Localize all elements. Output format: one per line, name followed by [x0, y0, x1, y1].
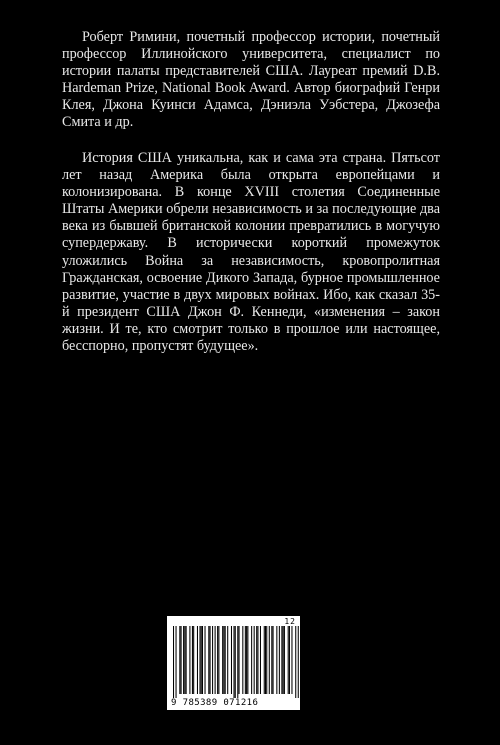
barcode-bar	[237, 626, 238, 698]
barcode-isbn-digits: 9 785389 071216	[171, 698, 259, 708]
barcode-bar	[193, 626, 194, 694]
barcode-bar	[276, 626, 277, 694]
barcode-bar	[231, 626, 232, 694]
barcode-bar	[251, 626, 252, 694]
barcode-bar	[266, 626, 267, 694]
barcode-bar	[183, 626, 184, 694]
barcode-bar	[288, 626, 289, 694]
barcode-bar	[189, 626, 190, 694]
barcode-bar	[242, 626, 243, 694]
barcode-bar	[212, 626, 213, 694]
barcode-bar	[265, 626, 266, 694]
barcode-bar	[197, 626, 198, 694]
barcode-bar	[176, 626, 177, 698]
barcode-addon-digits: 12	[284, 617, 296, 626]
isbn-barcode	[167, 616, 300, 710]
barcode-bar	[239, 626, 240, 694]
barcode-bar	[257, 626, 258, 694]
barcode-bar	[273, 626, 274, 694]
barcode-bars	[167, 616, 300, 710]
barcode-bar	[208, 626, 209, 694]
barcode-bar	[269, 626, 270, 694]
barcode-bar	[184, 626, 185, 694]
barcode-bar	[284, 626, 285, 694]
barcode-bar	[202, 626, 203, 694]
barcode-bar	[205, 626, 206, 694]
barcode-bar	[245, 626, 246, 694]
barcode-bar	[295, 626, 296, 698]
barcode-bar	[289, 626, 290, 694]
book-description	[62, 150, 440, 355]
barcode-bar	[181, 626, 182, 694]
barcode-bar	[247, 626, 248, 694]
barcode-bar	[254, 626, 255, 694]
author-bio-paragraph: Роберт Римини, почетный профессор истории, почетный профессор Иллинойского университета, специалист по истории палаты представителей США. Лауреат премий D.B. Hardeman Prize, National Book Award. Автор биографий Генри Клея, Джона Куинси Адамса, Дэниэла Уэбстера, Джозефа Смита и др.	[62, 29, 440, 131]
barcode-bar	[173, 626, 174, 698]
barcode-bar	[260, 626, 261, 694]
barcode-bar	[217, 626, 218, 694]
barcode-bar	[235, 626, 236, 698]
barcode-bar	[210, 626, 211, 694]
barcode-bar	[201, 626, 202, 694]
barcode-bar	[222, 626, 223, 694]
barcode-bar	[246, 626, 247, 694]
book-description-paragraph: История США уникальна, как и сама эта страна. Пятьсот лет назад Америка была открыта европейцами и колонизирована. В конце XVIII столетия Соединенные Штаты Америки обрели независимость и за последующие два века из бывшей британской колонии превратились в могучую супердержаву. В исторически короткий промежуток уложились Война за независимость, кровопролитная Гражданская, освоение Дикого Запада, бурное промышленное развитие, участие в двух мировых войнах. Ибо, как сказал 35-й президент США Джон Ф. Кеннеди, «изменения – закон жизни. И те, кто смотрит только в прошлое или настоящее, бесспорно, пропустят будущее».	[62, 150, 440, 355]
barcode-bar	[186, 626, 187, 694]
barcode-bar	[199, 626, 200, 694]
barcode-bar	[279, 626, 280, 694]
barcode-bar	[291, 626, 292, 694]
barcode-bar	[298, 626, 299, 698]
author-bio	[62, 29, 440, 132]
barcode-bar	[256, 626, 257, 694]
barcode-bar	[179, 626, 180, 694]
barcode-bar	[215, 626, 216, 694]
barcode-bar	[192, 626, 193, 694]
barcode-bar	[271, 626, 272, 694]
barcode-bar	[264, 626, 265, 694]
barcode-bar	[227, 626, 228, 694]
barcode-bar	[283, 626, 284, 694]
barcode-bar	[218, 626, 219, 694]
barcode-bar	[225, 626, 226, 694]
barcode-bar	[233, 626, 234, 698]
barcode-bar	[281, 626, 282, 694]
barcode-bar	[223, 626, 224, 694]
